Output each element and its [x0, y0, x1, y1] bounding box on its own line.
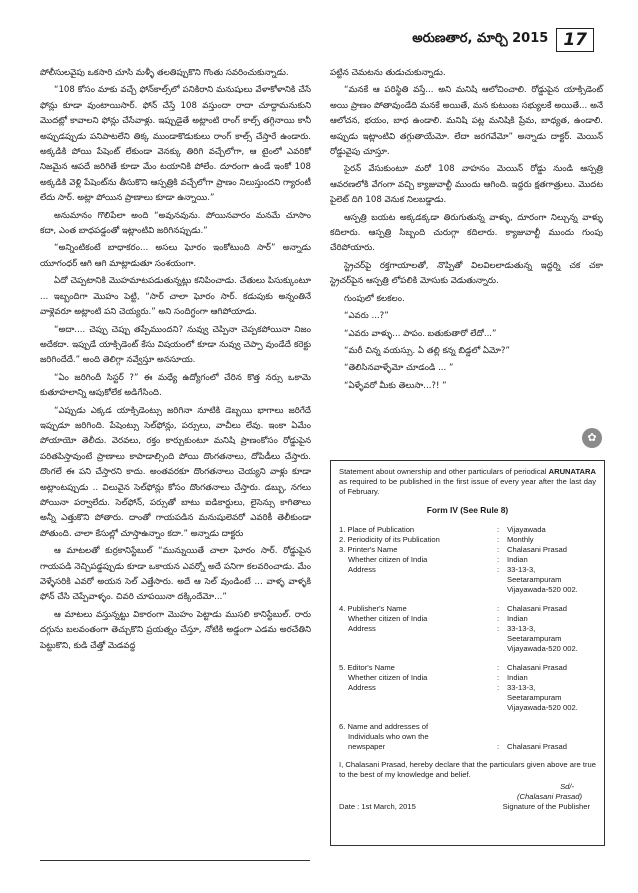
paragraph: స్ట్రెచర్‌పై రక్తగాయాలతో, నొప్పితో విలవిలలాడుతున్న ఇద్దర్ని చక చకా స్ట్రెచర్‌పైన ఆస్పత్రి లోపలికి మోసుకు వెడుతున్నారు. — [330, 260, 603, 287]
paragraph: “ఎవరు ...?” — [344, 311, 389, 322]
form-row: Address : 33-13-3, — [348, 624, 536, 633]
article-right-column — [330, 66, 603, 391]
magazine-title: అరుణతార, మార్చి 2015 — [412, 31, 549, 46]
signature-sd: Sd/- — [560, 782, 574, 791]
form-row: newspaper : Chalasani Prasad — [348, 742, 567, 751]
form-row: 5. Editor's Name : Chalasani Prasad — [339, 663, 567, 672]
form-row: Address : 33-13-3, — [348, 683, 536, 692]
article-left-column — [40, 66, 311, 856]
form-title: Form IV (See Rule 8) — [426, 505, 509, 515]
statement: Statement about ownership and other particulars of periodical ARUNATARA as required to be published in the first issue of every year after the last day of February. — [339, 467, 596, 496]
column-divider — [40, 860, 310, 861]
form-row: Seetarampuram — [507, 575, 562, 584]
paragraph: “108 కోసం మాకు వచ్చే ఫోన్‌కాల్స్‌లో పనికిరాని మనుషులు వేళాకోళానికి చేసే ఫోన్లు కూడా వుంటాయిసార్‌. ఫోన్‌ చేస్తే 108 వస్తుందా రాదా చూద్దామనుకుని మొదట్లో కావాలని ఫోన్లు చేసేవాళ్లు. ఇప్పుడైతే అట్లాంటి రాంగ్‌ కాల్స్‌ తగ్గినాయి కానీ అప్పుడప్పుడు పనిపాటలేని తిక్క ముండాకొడుకులు రాంగ్‌ కాల్స్‌ చేస్తారే ఉండారు. అక్కడికి పోయి పేషెంట్‌ లేకుండా వెనక్కు తిరిగి వచ్చేలోగా, ఆ టైంలో ఎవరికో నిజమైన ఆపదే జరిగితే కూడా మేం టయానికి పోలేం. దూరంగా ఉండే ఇంకో 108 అక్కడికి వెళ్లి పేషెంట్‌ను తీసుకొని ఆస్పత్రికి వచ్చేలోగా ప్రాణం నిలుస్తుందని గ్యారంటీ లేదు సార్‌. అట్లా పోయిన ప్రాణాలు కూడా ఉన్నాయి.” — [40, 85, 311, 204]
form-row: Whether citizen of India : Indian — [348, 555, 528, 564]
paragraph: “ఎవరు వాళ్ళు... పాపం. బతుకుతారో లేదో...” — [344, 328, 497, 339]
paragraph: “ఎప్పుడు ఎక్కడ యాక్సిడెంట్సు జరిగినా నూటికి డెబ్బయి భాగాలు జరిగేదే ఇప్పుడూ జరిగింది. పేషెంట్సు సెల్‌ఫోన్లు, పర్సులు, వాచీలు లేవు. ఇంకా ఏమేం పోయాయో తెలీదు. వెరవలు, రక్తం కార్చుకుంటూ మనిషి ప్రాణంకోసం రోడ్డుపైన పరితపిస్తావుంటే ప్రాణాలు కాపాడాల్సింది పోయి దొంగతనాలు, దోపిడీలు చేస్తారు. దొంగలే ఈ పని చేస్తారని కాదు. అంతవరకూ దొంగతనాలు చెయ్యని వాళ్లు కూడా అట్లాంటప్పుడు .. విలువైన సెల్‌ఫోన్లు కోసం దొంగతనాలు చేస్తారు. డబ్బు, నగలు పోయినా పర్వాలేదు. సెల్‌ఫోన్‌, పర్సుతో బాటు ఐడికార్డులు, లైసెన్సు కాగితాలు అన్నీ ఎత్తుకొని పోతారు. దాంతో గాయపడిన మనుషులెవరో ఎవరికీ తెలీకుండా పోతుంది. చాలా కేసుల్లో చూస్తాఉన్నాం కదా.” అన్నాడు దాక్టరు — [40, 405, 311, 539]
paragraph: “అదా.... చెప్పు చెప్పు తప్పేముందని? నువ్వు చెప్పినా చెప్పకపోయినా నిజం అదేకదా. ఇప్పుడే యాక్సిడెంట్‌ కేసు విషయంలో కూడా నువ్వు చెప్పా వుండేదే కరెక్టు జరిగిందేదే.” అంది తెలిగ్గా నవ్వేస్తూ అనసూయ. — [40, 324, 311, 366]
paragraph: ఆ మాటలతో కుర్రకానిస్టేబుల్‌ “మున్నుయితే చాలా ఘోరం సార్‌. రోడ్డుపైన గాయపడి నెచ్చిపడ్డప్పుడు కూడా ఒకాయన ఎవర్నో అదే పనిగా కలవరించాడు. మేం వెళ్ళేసరికి ఎవరో అయన సెల్‌ ఎత్తేసారు. అదే ఆ సెల్‌ వుండింటే ... వాళ్ళ వాళ్ళకి ఫోన్‌ చేసి చెప్పేవాళ్ళం. చివరి చూపయినా దక్కిందేమో...” — [40, 546, 311, 603]
form-row: 6. Name and addresses of — [339, 722, 429, 731]
paragraph: అనుమానం గొలిపేలా అంది “అవునవును. పోయినవారం మనమే చూసాం కదా, ఎంత బాధపడ్డంతో ఇట్లాంటివి జరిగినప్పుడు.” — [40, 210, 311, 237]
date-text: Date : 1st March, 2015 — [339, 802, 416, 811]
form-row: Whether citizen of India : Indian — [348, 614, 528, 623]
form-row: Individuals who own the — [348, 732, 429, 741]
paragraph: పోలీసులవైపు ఒకసారి చూసి మళ్ళీ తలతిప్పుకొని గొంతు సవరించుకున్నాడు. — [40, 68, 289, 78]
form-row: 1. Place of Publication : Vijayawada — [339, 525, 546, 534]
paragraph: ఆస్పత్రి బయట అక్కడక్కడా తిరుగుతున్న వాళ్ళు, దూరంగా నిల్చున్న వాళ్ళు కదిలారు. ఆస్పత్రి సిబ్బంది చురుగ్గా కదిలారు. క్యాజువాల్టీ ముందు గుంపు చేరిపోయారు. — [330, 212, 603, 254]
paragraph: “ఏం జరిగిందీ సిస్టర్‌ ?” ఈ మధ్యే ఉద్యోగంలో చేరిన కొత్త నర్సు ఒకామె కుతూహలాన్ని ఆపుకోలేక అడిగేసింది. — [40, 372, 311, 399]
paragraph: ఆ మాటలు వస్తున్నట్టు వికారంగా మొహం పెట్టాడు ముసలి కానిస్టేబుల్‌. రారు దగ్గును బలవంతంగా తెచ్చుకొని ప్రయత్నం చేస్తూ, నోటికి అడ్డంగా ఎడమ అరచేతిని పెట్టుకొని, కుడి చేత్తో మెడవద్ద — [40, 609, 311, 651]
ornament-icon: ✿ — [582, 428, 602, 448]
paragraph: “తెలిసినవాళ్ళేమో చూడండి ... ” — [344, 363, 454, 374]
paragraph: గుంపులో కలకలం. — [344, 293, 405, 304]
signature-name: (Chalasani Prasad) — [517, 792, 582, 801]
paragraph: సైరన్‌ వేసుకుంటూ మరో 108 వాహనం మెయిన్‌ రోడ్డు నుండి ఆస్పత్రి ఆవరణలోకి వేగంగా వచ్చి క్యాజువాల్టీ ముందు ఆగింది. ఇద్దరు క్షతగాత్రులు. మొదట పైలెట్‌ దిగి 108 వెనుక నిలబడ్డాడు. — [330, 164, 603, 206]
paragraph: “మనకే ఆ పరిస్థితి వస్తే... అని మనిషి ఆలోచించాలి. రోడ్డుపైన యాక్సిడెంట్‌ అయి ప్రాణం పోతావుండేది మనకే అయితే, మన కుటుంబ సభ్యులకే అయితే... అనే ఆలోచన, భయం, బాధ ఉండాలి. మనిషి పట్ల మనిషికి ప్రేమ, బాధ్యత, ఉండాలి. అప్పుడు ఇట్లాంటివి తగ్గుతాయేమో. లేదా జరగవేమో” అన్నాడు దాక్టర్‌. మెయిన్‌ రోడ్డువైపు చూస్తూ. — [330, 85, 603, 158]
signature-block — [339, 782, 596, 822]
paragraph: ఏదో చెప్పటానికి మొహమాటపడుతున్నట్లు కనిపించాడు. చేతులు పిసుక్కుంటూ ... ఇబ్బందిగా మొహం పెట్టి, “సార్‌ చాలా ఘోరం సార్‌. కడుపుకు అన్నంతినే వాళ్లెవరూ అట్లాంటి పని చెయ్యరు.” అని సందిగ్ధంగా ఆగిపోయాడు. — [40, 276, 311, 318]
signature-label: Signature of the Publisher — [502, 802, 590, 811]
form-row: Seetarampuram — [507, 634, 562, 643]
form-row: Whether citizen of India : Indian — [348, 673, 528, 682]
form-row: 2. Periodicity of its Publication : Monthly — [339, 535, 534, 544]
form-row: Vijayawada-520 002. — [507, 644, 578, 653]
paragraph: “మరీ చిన్న వయస్సు. ఏ తల్లి కన్న బిడ్డలో ఏమో?” — [344, 345, 510, 356]
form-row: 3. Printer's Name : Chalasani Prasad — [339, 545, 567, 554]
page-header — [380, 26, 594, 54]
page-number: 17 — [556, 28, 594, 52]
form-iv-box — [330, 460, 605, 846]
form-row: Vijayawada-520 002. — [507, 703, 578, 712]
paragraph: “అన్నింటికంటే బాధాకరం... అసలు ఘోరం ఇంకోటుంది సార్‌” అన్నాడు యూగంధర్‌ ఆగి ఆగి మాట్లాడుతూ సంశయంగా. — [40, 243, 311, 269]
form-row: 4. Publisher's Name : Chalasani Prasad — [339, 604, 567, 613]
declaration: I, Chalasani Prasad, hereby declare that the particulars given above are true to the best of my knowledge and belief. — [339, 760, 596, 779]
paragraph: పట్టిన చెమటను తుడుచుకున్నాడు. — [330, 68, 446, 78]
paragraph: “ఏళ్ళేవరో మీకు తెలుసా...?! ” — [344, 380, 447, 391]
form-row: Vijayawada-520 002. — [507, 585, 578, 594]
form-row: Seetarampuram — [507, 693, 562, 702]
form-row: Address : 33-13-3, — [348, 565, 536, 574]
